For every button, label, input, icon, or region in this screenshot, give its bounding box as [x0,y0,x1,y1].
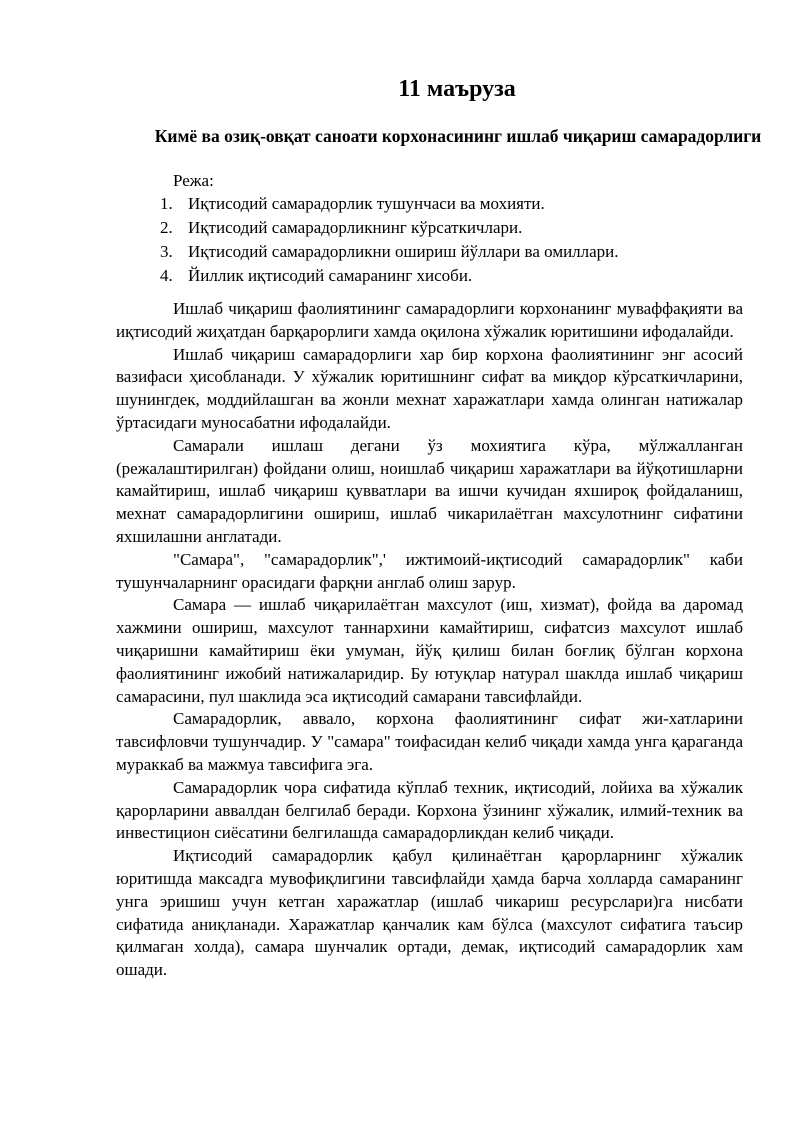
plan-item-text: Иқтисодий самарадорлик тушунчаси ва мохияти. [188,194,545,213]
plan-item-text: Иқтисодий самарадорликни ошириш йўллари ва омиллари. [188,242,619,261]
plan-label: Режа: [173,171,214,190]
plan-item-number: 1. [160,194,173,213]
plan-list [160,192,619,288]
plan-item-number: 4. [160,266,173,285]
plan-item-number: 2. [160,218,173,237]
plan-item [160,216,619,240]
paragraph: "Самара", "самарадорлик",' ижтимоий-иқтисодий самарадорлик" каби тушунчаларнинг орасидаги фарқни англаб олиш зарур. [116,549,743,592]
paragraph: Ишлаб чиқариш фаолиятининг самарадорлиги корхонанинг муваффақияти ва иқтисодий жиҳатдан барқарорлиги хамда оқилона хўжалик юритишини ифодалайди. [116,299,743,341]
body-text [116,298,743,982]
paragraph: Ишлаб чиқариш самарадорлиги хар бир корхона фаолиятининг энг асосий вазифаси ҳисобланади. У хўжалик юритишнинг сифат ва миқдор кўрсаткичларини, шунингдек, моддийлашган ва жонли мехнат харажатлари хамда олинган натижалар ўртасидаги муносабатни ифодалайди. [116,344,743,432]
plan-item [160,192,619,216]
plan-item-text: Йиллик иқтисодий самаранинг хисоби. [188,266,473,285]
paragraph: Самарадорлик чора сифатида кўплаб техник, иқтисодий, лойиха ва хўжалик қарорларини аввалдан белгилаб беради. Корхона ўзининг хўжалик, илмий-техник ва инвестицион сиёсатини белгилашда самарадорликдан келиб чиқади. [116,777,743,843]
plan-item [160,264,619,288]
paragraph: Иқтисодий самарадорлик қабул қилинаётган қарорларнинг хўжалик юритишда максадга мувофиқлигини тавсифлайди ҳамда барча холларда самаранинг унга эришиш учун кетган харажатлар (ишлаб чикариш ресурслари)га нисбати сифатида аниқланади. Харажатлар қанчалик кам бўлса (махсулот сифатига таъсир қилмаган холда), самара шунчалик ортади, демак, иқтисодий самарадорлик хам ошади. [116,846,743,980]
paragraph: Самара — ишлаб чиқарилаётган махсулот (иш, хизмат), фойда ва даромад хажмини ошириш, махсулот таннархини камайтириш, сифатсиз махсулот ишлаб чиқаришни камайтириш ёки умуман, йўқ қилиш билан боғлиқ бўлган корхона фаолиятининг ижобий натижаларидир. Бу ютуқлар натурал шаклда ишлаб чиқариш самарасини, пул шаклида эса иқтисодий самарани тавсифлайди. [116,595,743,706]
paragraph: Самарадорлик, аввало, корхона фаолиятининг сифат жи-хатларини тавсифловчи тушунчадир. У "самара" тоифасидан келиб чиқади хамда унга қараганда мураккаб ва мажмуа тавсифига эга. [116,709,743,774]
plan-item-number: 3. [160,242,173,261]
lecture-title: 11 маъруза [398,76,516,102]
plan-item [160,240,619,264]
plan-item-text: Иқтисодий самарадорликнинг кўрсаткичлари. [188,218,523,237]
paragraph: Самарали ишлаш дегани ўз мохиятига кўра, мўлжалланган (режалаштирилган) фойдани олиш, ноишлаб чиқариш харажатлари ва йўқотишларни камайтириш, ишлаб чиқариш қувватлари ва ишчи кучидан яхшироқ фойдаланиш, мехнат самарадорлигини ошириш, ишлаб чикарилаётган махсулотнинг сифатини яхшилашни англатади. [116,435,743,546]
lecture-subtitle: Кимё ва озиқ-овқат саноати корхонасининг ишлаб чиқариш самарадорлиги [154,126,762,146]
